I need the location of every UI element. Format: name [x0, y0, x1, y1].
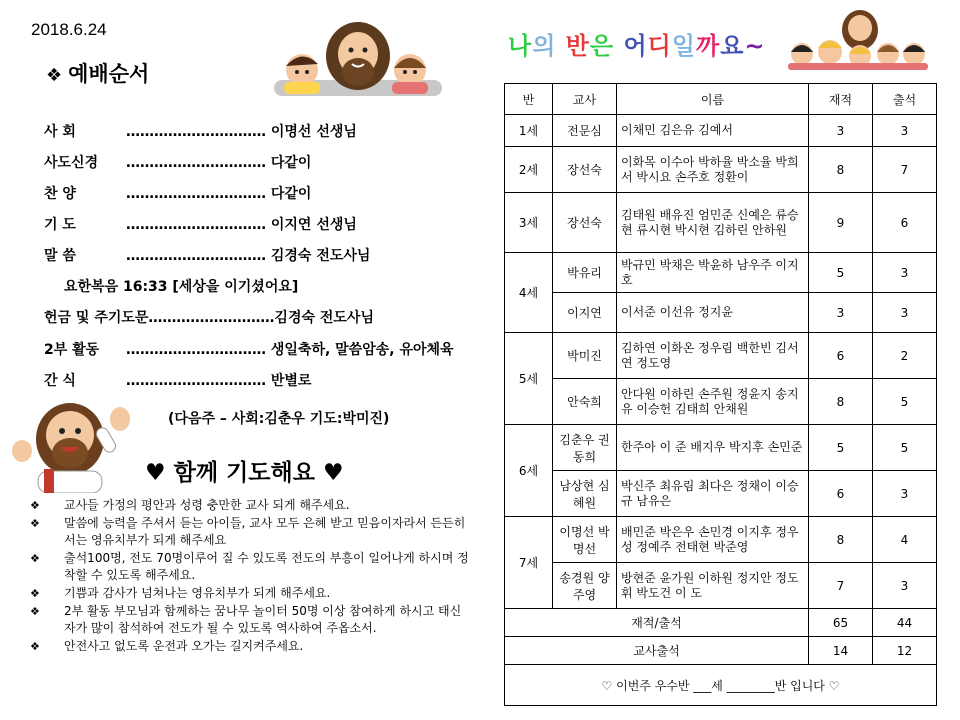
student-names-cell: 이채민 김은유 김예서: [617, 115, 809, 147]
class-age-cell: 5세: [505, 333, 553, 425]
title-char: 반: [565, 32, 590, 60]
order-label: 사 회: [44, 124, 76, 140]
title-char: 일: [671, 32, 697, 60]
student-names-cell: 김하연 이화온 정우림 백한빈 김서연 정도영: [617, 333, 809, 379]
class-age-cell: 3세: [505, 193, 553, 253]
order-label: 기 도: [44, 217, 76, 233]
teacher-attendance-row: [505, 637, 937, 665]
table-row: [505, 471, 937, 517]
student-names-cell: 이화목 이수아 박하율 박소율 박희서 박시요 손주호 정환이: [617, 147, 809, 193]
order-value: 이지연 선생님: [270, 217, 357, 233]
class-age-cell: 7세: [505, 517, 553, 609]
bulletin-date: 2018.6.24: [31, 20, 107, 39]
column-header: 재적: [809, 84, 873, 115]
order-value: 생일축하, 말씀암송, 유아체육: [270, 342, 454, 358]
order-item-sermon: [44, 245, 370, 265]
title-char: ~: [744, 32, 766, 60]
order-dots: …………………………: [126, 124, 266, 140]
order-label: 찬 양: [44, 186, 76, 202]
student-names-cell: 방현준 윤가원 이하원 정지안 정도휘 박도건 이 도: [617, 563, 809, 609]
table-row: [505, 517, 937, 563]
waving-jesus-illustration: [8, 393, 138, 493]
enrolled-count-cell: 3: [809, 115, 873, 147]
enrolled-count-cell: 9: [809, 193, 873, 253]
title-char: 까: [696, 32, 721, 60]
scripture-reference: 요한복음 16:33 [세상을 이기셨어요]: [64, 279, 299, 295]
student-names-cell: 박신주 최유림 최다은 정채이 이승규 남유은: [617, 471, 809, 517]
teacher-cell: 박유리: [553, 253, 617, 293]
prayer-text: 출석100명, 전도 70명이루어 질 수 있도록 전도의 부흥이 일어나게 하시며 정착할 수 있도록 해주세요.: [64, 551, 469, 582]
prayer-item: [30, 550, 470, 584]
order-dots: …………………………: [126, 342, 266, 358]
column-header: 반: [505, 84, 553, 115]
class-age-cell: 6세: [505, 425, 553, 517]
teacher-cell: 남상현 심혜원: [553, 471, 617, 517]
prayer-title: ♥ 함께 기도해요 ♥: [145, 460, 344, 486]
diamond-bullet-icon: ❖: [30, 552, 40, 565]
enrolled-count-cell: 8: [809, 147, 873, 193]
order-label: 사도신경: [44, 155, 99, 171]
table-row: [505, 293, 937, 333]
enrolled-count-cell: 7: [809, 563, 873, 609]
table-row: [505, 253, 937, 293]
enrolled-count-cell: 6: [809, 471, 873, 517]
student-names-cell: 이서준 이선유 정지윤: [617, 293, 809, 333]
total-enrolled-cell: 14: [809, 637, 873, 665]
order-title-text: 예배순서: [68, 62, 150, 86]
student-names-cell: 안다원 이하린 손주원 정윤지 송지유 이승헌 김태희 안채원: [617, 379, 809, 425]
diamond-bullet-icon: ❖: [30, 640, 40, 653]
order-item-offering: [44, 307, 374, 327]
title-char: 요: [720, 32, 745, 60]
title-char: 은: [589, 32, 615, 60]
attendance-count-cell: 3: [873, 293, 937, 333]
order-label: 말 씀: [44, 248, 76, 264]
class-age-cell: 1세: [505, 115, 553, 147]
order-dots: …………………………: [126, 186, 266, 202]
prayer-text: 기쁨과 감사가 넘쳐나는 영유치부가 되게 해주세요.: [64, 586, 331, 600]
table-header-row: [505, 84, 937, 115]
teacher-cell: 전문심: [553, 115, 617, 147]
teacher-cell: 이명선 박명선: [553, 517, 617, 563]
class-age-cell: 2세: [505, 147, 553, 193]
order-item-activity: [44, 339, 454, 359]
table-row: [505, 379, 937, 425]
prayer-item: [30, 603, 470, 637]
order-label: 간 식: [44, 373, 76, 389]
order-dots: ………………………: [148, 310, 275, 326]
order-value: 김경숙 전도사님: [274, 310, 374, 326]
title-char: 어: [623, 32, 648, 60]
student-names-cell: 배민준 박은우 손민경 이지후 정우성 정예주 전태현 박준영: [617, 517, 809, 563]
total-label-cell: 재적/출석: [505, 609, 809, 637]
student-names-cell: 한주아 이 준 배지우 박지후 손민준: [617, 425, 809, 471]
diamond-bullet-icon: ❖: [30, 517, 40, 530]
prayer-list: [30, 497, 470, 656]
student-names-cell: 김태원 배유진 엄민준 신예은 류승현 류시현 박시현 김하린 안하원: [617, 193, 809, 253]
prayer-text: 말씀에 능력을 주셔서 듣는 아이들, 교사 모두 은혜 받고 믿음이자라서 든든히 서는 영유치부가 되게 해주세요: [64, 516, 466, 547]
order-dots: …………………………: [126, 248, 266, 264]
order-item-host: [44, 121, 357, 141]
attendance-count-cell: 3: [873, 115, 937, 147]
attendance-count-cell: 5: [873, 379, 937, 425]
prayer-item: [30, 638, 470, 655]
order-label: 헌금 및 주기도문: [44, 310, 149, 326]
order-item-praise: [44, 183, 311, 203]
attendance-count-cell: 3: [873, 563, 937, 609]
best-class-footer: ♡ 이번주 우수반 ___세 ________반 입니다 ♡: [505, 665, 937, 706]
column-header: 교사: [553, 84, 617, 115]
teacher-cell: 장선숙: [553, 193, 617, 253]
best-class-row: [505, 665, 937, 706]
prayer-text: 2부 활동 부모님과 함께하는 꿈나무 놀이터 50명 이상 참여하게 하시고 태신자가 많이 참석하여 전도가 될 수 있도록 역사하여 주옵소서.: [64, 604, 462, 635]
prayer-item: [30, 497, 470, 514]
diamond-bullet-icon: ❖: [30, 499, 40, 512]
enrolled-count-cell: 5: [809, 425, 873, 471]
enrolled-count-cell: 3: [809, 293, 873, 333]
prayer-item: [30, 585, 470, 602]
title-char: 나: [508, 32, 533, 60]
teacher-cell: 이지연: [553, 293, 617, 333]
attendance-count-cell: 2: [873, 333, 937, 379]
enrolled-count-cell: 6: [809, 333, 873, 379]
table-row: [505, 115, 937, 147]
table-row: [505, 147, 937, 193]
prayer-text: 교사들 가정의 평안과 성령 충만한 교사 되게 해주세요.: [64, 498, 350, 512]
teacher-cell: 장선숙: [553, 147, 617, 193]
total-attend-cell: 12: [873, 637, 937, 665]
order-label: 2부 활동: [44, 342, 100, 358]
order-item-creed: [44, 152, 311, 172]
teacher-cell: 김춘우 권동희: [553, 425, 617, 471]
attendance-count-cell: 5: [873, 425, 937, 471]
diamond-bullet-icon: ❖: [30, 587, 40, 600]
order-value: 이명선 선생님: [270, 124, 357, 140]
order-dots: …………………………: [126, 217, 266, 233]
prayer-text: 안전사고 없도록 운전과 오가는 길지켜주세요.: [64, 639, 304, 653]
prayer-item: [30, 515, 470, 549]
order-value: 다같이: [270, 155, 312, 171]
total-enrolled-cell: 65: [809, 609, 873, 637]
title-char: [556, 32, 565, 60]
order-value: 김경숙 전도사님: [270, 248, 371, 264]
class-roster-title: [508, 26, 766, 61]
next-week-note: (다음주 – 사회:김춘우 기도:박미진): [168, 411, 390, 427]
attendance-count-cell: 6: [873, 193, 937, 253]
order-dots: …………………………: [126, 373, 266, 389]
table-row: [505, 425, 937, 471]
teacher-cell: 송경원 양주영: [553, 563, 617, 609]
order-item-snack: [44, 370, 311, 390]
student-names-cell: 박규민 박채은 박윤하 남우주 이지호: [617, 253, 809, 293]
class-roster-table: [504, 83, 937, 706]
enrolled-count-cell: 8: [809, 517, 873, 563]
order-dots: …………………………: [126, 155, 266, 171]
column-header: 이름: [617, 84, 809, 115]
total-row: [505, 609, 937, 637]
table-row: [505, 193, 937, 253]
order-value: 반별로: [270, 373, 312, 389]
table-row: [505, 333, 937, 379]
order-item-prayer: [44, 214, 357, 234]
order-title: [46, 58, 149, 88]
diamond-bullet-icon: ❖: [30, 605, 40, 618]
enrolled-count-cell: 5: [809, 253, 873, 293]
total-label-cell: 교사출석: [505, 637, 809, 665]
attendance-count-cell: 3: [873, 253, 937, 293]
table-row: [505, 563, 937, 609]
attendance-count-cell: 7: [873, 147, 937, 193]
kids-group-illustration: [782, 8, 932, 70]
attendance-count-cell: 3: [873, 471, 937, 517]
column-header: 출석: [873, 84, 937, 115]
diamond-bullet-icon: ❖: [46, 65, 63, 86]
total-attend-cell: 44: [873, 609, 937, 637]
teacher-cell: 안숙희: [553, 379, 617, 425]
title-char: 디: [647, 32, 672, 60]
order-value: 다같이: [270, 186, 312, 202]
teacher-cell: 박미진: [553, 333, 617, 379]
jesus-children-illustration: [270, 18, 446, 100]
class-age-cell: 4세: [505, 253, 553, 333]
enrolled-count-cell: 8: [809, 379, 873, 425]
title-char: 의: [532, 32, 557, 60]
attendance-count-cell: 4: [873, 517, 937, 563]
